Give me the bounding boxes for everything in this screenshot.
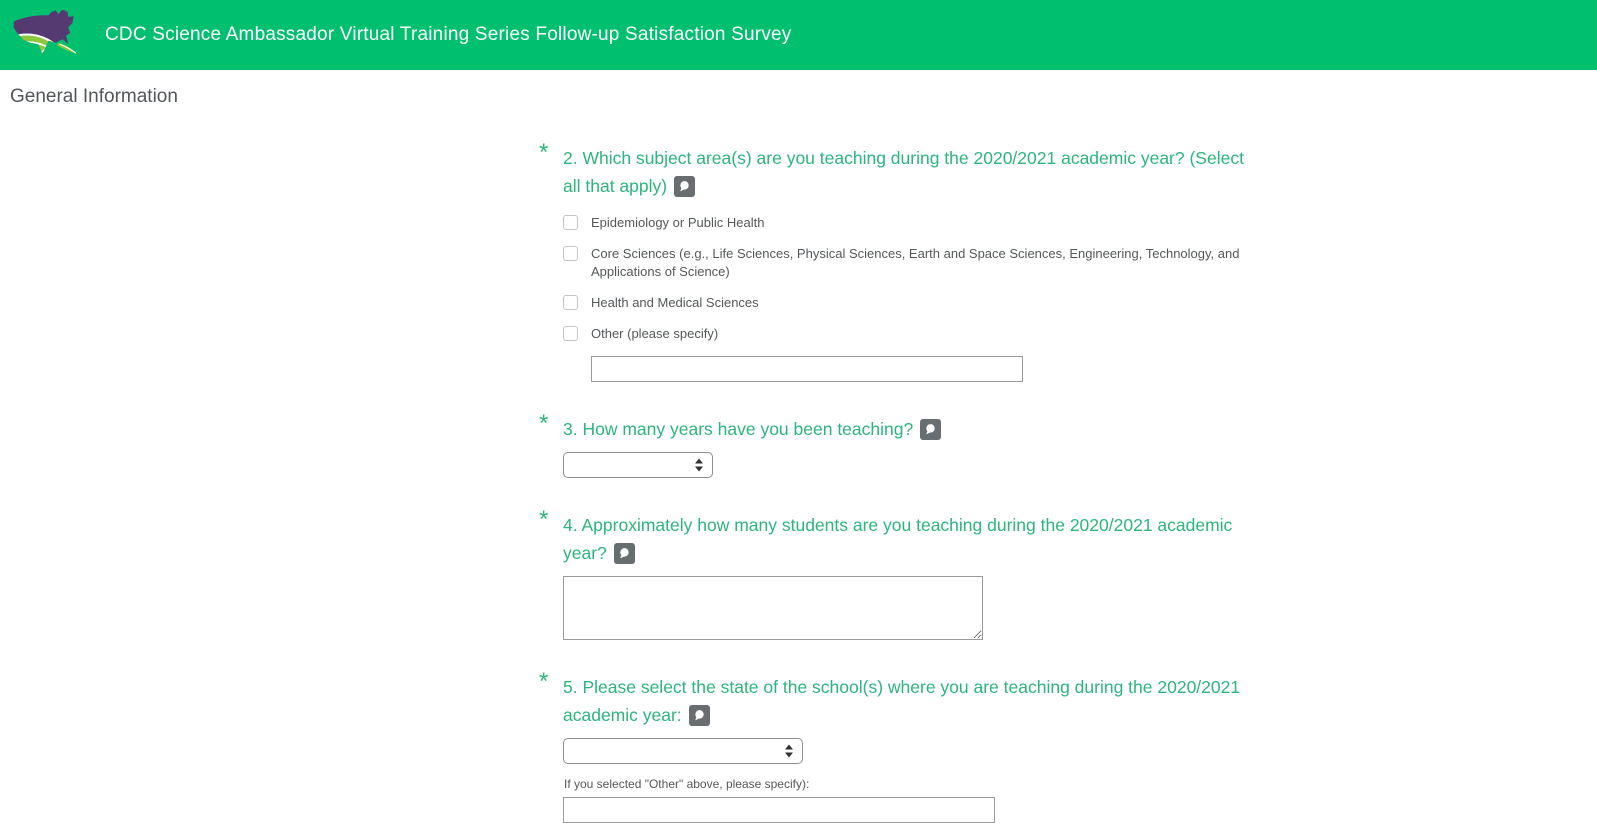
checkbox-label: Core Sciences (e.g., Life Sciences, Physical Sciences, Earth and Space Sciences, Engineering, Technology, and Applications of Science) [591, 246, 1240, 279]
other-specify-label: If you selected "Other" above, please specify): [564, 777, 810, 791]
question-5 [539, 668, 1301, 823]
checkbox-option[interactable] [563, 214, 1301, 232]
dropdown-arrows-icon [785, 745, 793, 758]
required-asterisk: * [539, 668, 549, 695]
required-asterisk: * [539, 410, 549, 437]
tooltip-icon[interactable] [689, 705, 710, 726]
required-asterisk: * [539, 139, 549, 166]
checkbox-label: Epidemiology or Public Health [591, 215, 765, 230]
question-2-text: 2. Which subject area(s) are you teaching during the 2020/2021 academic year? (Select all that apply) [563, 148, 1244, 196]
question-4-title [563, 511, 1255, 567]
question-5-text: 5. Please select the state of the school(s) where you are teaching during the 2020/2021 academic year: [563, 677, 1241, 725]
question-2 [539, 139, 1301, 382]
question-3-text: 3. How many years have you been teaching? [563, 419, 914, 439]
students-count-textarea[interactable] [563, 576, 983, 640]
question-4 [539, 506, 1301, 640]
years-teaching-dropdown[interactable] [563, 452, 713, 478]
state-dropdown[interactable] [563, 738, 803, 764]
survey-title: CDC Science Ambassador Virtual Training Series Follow-up Satisfaction Survey [105, 24, 792, 45]
checkbox[interactable] [563, 246, 578, 261]
question-3 [539, 410, 1301, 478]
state-other-input[interactable] [563, 797, 995, 823]
checkbox-option[interactable] [563, 325, 1301, 343]
section-title: General Information [10, 86, 178, 107]
question-2-options [563, 214, 1301, 382]
tooltip-icon[interactable] [920, 419, 941, 440]
checkbox[interactable] [563, 295, 578, 310]
checkbox-label: Health and Medical Sciences [591, 295, 759, 310]
checkbox[interactable] [563, 326, 578, 341]
checkbox-label: Other (please specify) [591, 326, 719, 341]
tooltip-icon[interactable] [614, 543, 635, 564]
required-asterisk: * [539, 506, 549, 533]
checkbox-option[interactable] [563, 245, 1301, 281]
question-3-title [563, 415, 1255, 443]
us-map-logo-icon [8, 4, 92, 66]
other-specify-input[interactable] [591, 356, 1023, 382]
question-2-title [563, 144, 1255, 200]
survey-header [0, 0, 1597, 70]
checkbox-option[interactable] [563, 294, 1301, 312]
survey-body [539, 139, 1301, 823]
checkbox[interactable] [563, 215, 578, 230]
tooltip-icon[interactable] [674, 176, 695, 197]
question-4-text: 4. Approximately how many students are you teaching during the 2020/2021 academic year? [563, 515, 1233, 563]
dropdown-arrows-icon [695, 459, 703, 472]
question-5-title [563, 673, 1255, 729]
